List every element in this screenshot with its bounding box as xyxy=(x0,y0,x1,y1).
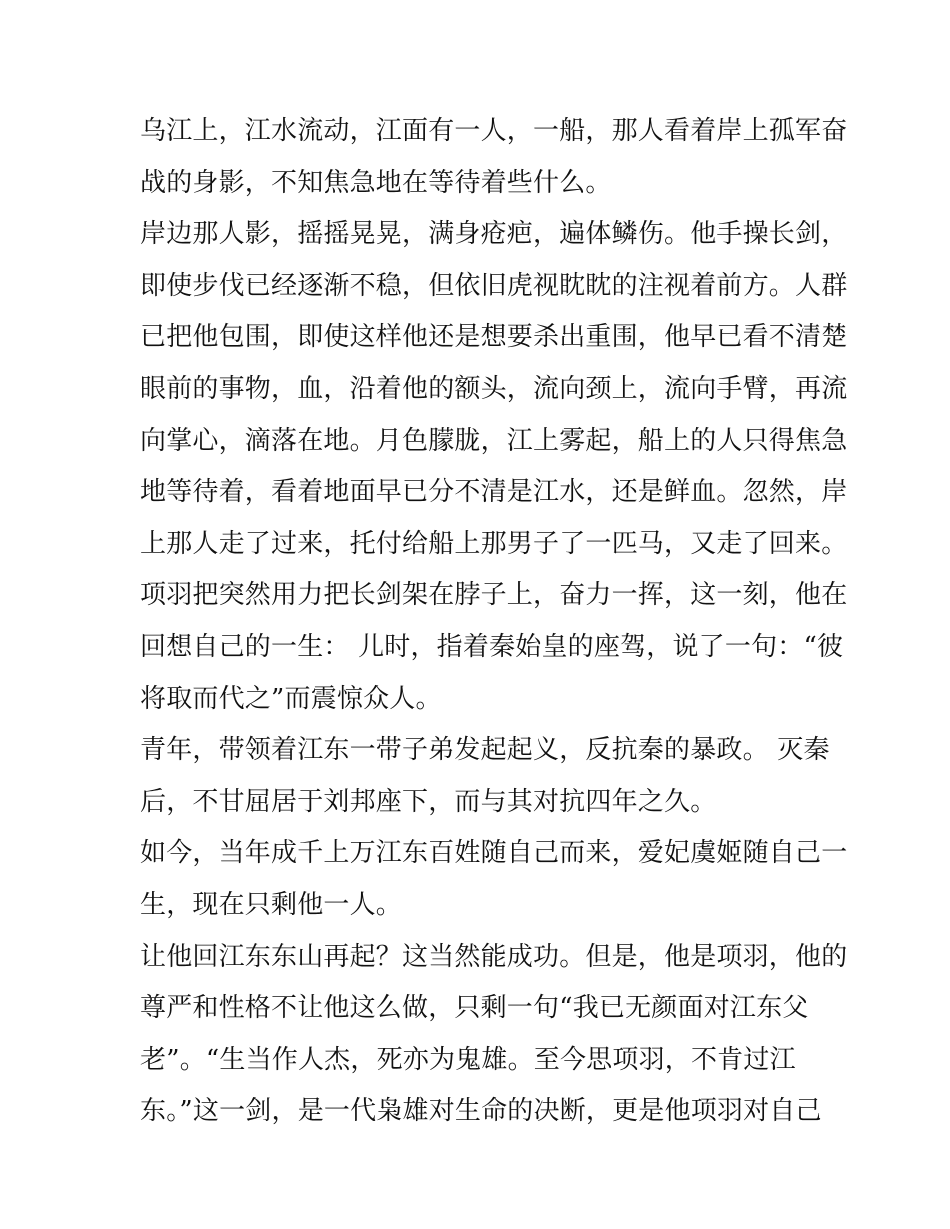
text-line: 老”。“生当作人杰，死亦为鬼雄。至今思项羽，不肯过江 xyxy=(140,1044,796,1075)
text-line: 让他回江东东山再起？这当然能成功。但是，他是项羽，他的 xyxy=(140,941,848,972)
text-line: 岸边那人影，摇摇晃晃，满身疮疤，遍体鳞伤。他手操长剑， xyxy=(140,219,848,250)
text-line: 尊严和性格不让他这么做，只剩一句“我已无颜面对江东父 xyxy=(140,993,809,1024)
text-line: 乌江上，江水流动，江面有一人，一船，那人看着岸上孤军奋 xyxy=(140,116,848,146)
text-line: 生，现在只剩他一人。 xyxy=(140,889,403,920)
text-line: 如今，当年成千上万江东百姓随自己而来，爱妃虞姬随自己一 xyxy=(140,838,848,869)
text-line: 上那人走了过来，托付给船上那男子了一匹马，又走了回来。 xyxy=(140,528,848,559)
text-line: 回想自己的一生： 儿时，指着秦始皇的座驾，说了一句：“彼 xyxy=(140,631,844,662)
essay-text xyxy=(140,106,848,1138)
text-line: 眼前的事物，血，沿着他的额头，流向颈上，流向手臂，再流 xyxy=(140,373,848,404)
text-line: 东。”这一剑，是一代枭雄对生命的决断，更是他项羽对自己 xyxy=(140,1096,822,1127)
text-line: 项羽把突然用力把长剑架在脖子上，奋力一挥，这一刻，他在 xyxy=(140,580,848,611)
text-line: 青年，带领着江东一带子弟发起起义，反抗秦的暴政。 灭秦 xyxy=(140,735,830,766)
text-line: 向掌心，滴落在地。月色朦胧，江上雾起，船上的人只得焦急 xyxy=(140,425,848,456)
text-line: 即使步伐已经逐渐不稳，但依旧虎视眈眈的注视着前方。人群 xyxy=(140,270,848,301)
text-line: 战的身影，不知焦急地在等待着些什么。 xyxy=(140,167,612,198)
text-line: 地等待着，看着地面早已分不清是江水，还是鲜血。忽然，岸 xyxy=(140,477,848,508)
text-line: 已把他包围，即使这样他还是想要杀出重围，他早已看不清楚 xyxy=(140,322,848,353)
text-line: 将取而代之”而震惊众人。 xyxy=(140,683,442,714)
text-line: 后，不甘屈居于刘邦座下，而与其对抗四年之久。 xyxy=(140,786,717,817)
